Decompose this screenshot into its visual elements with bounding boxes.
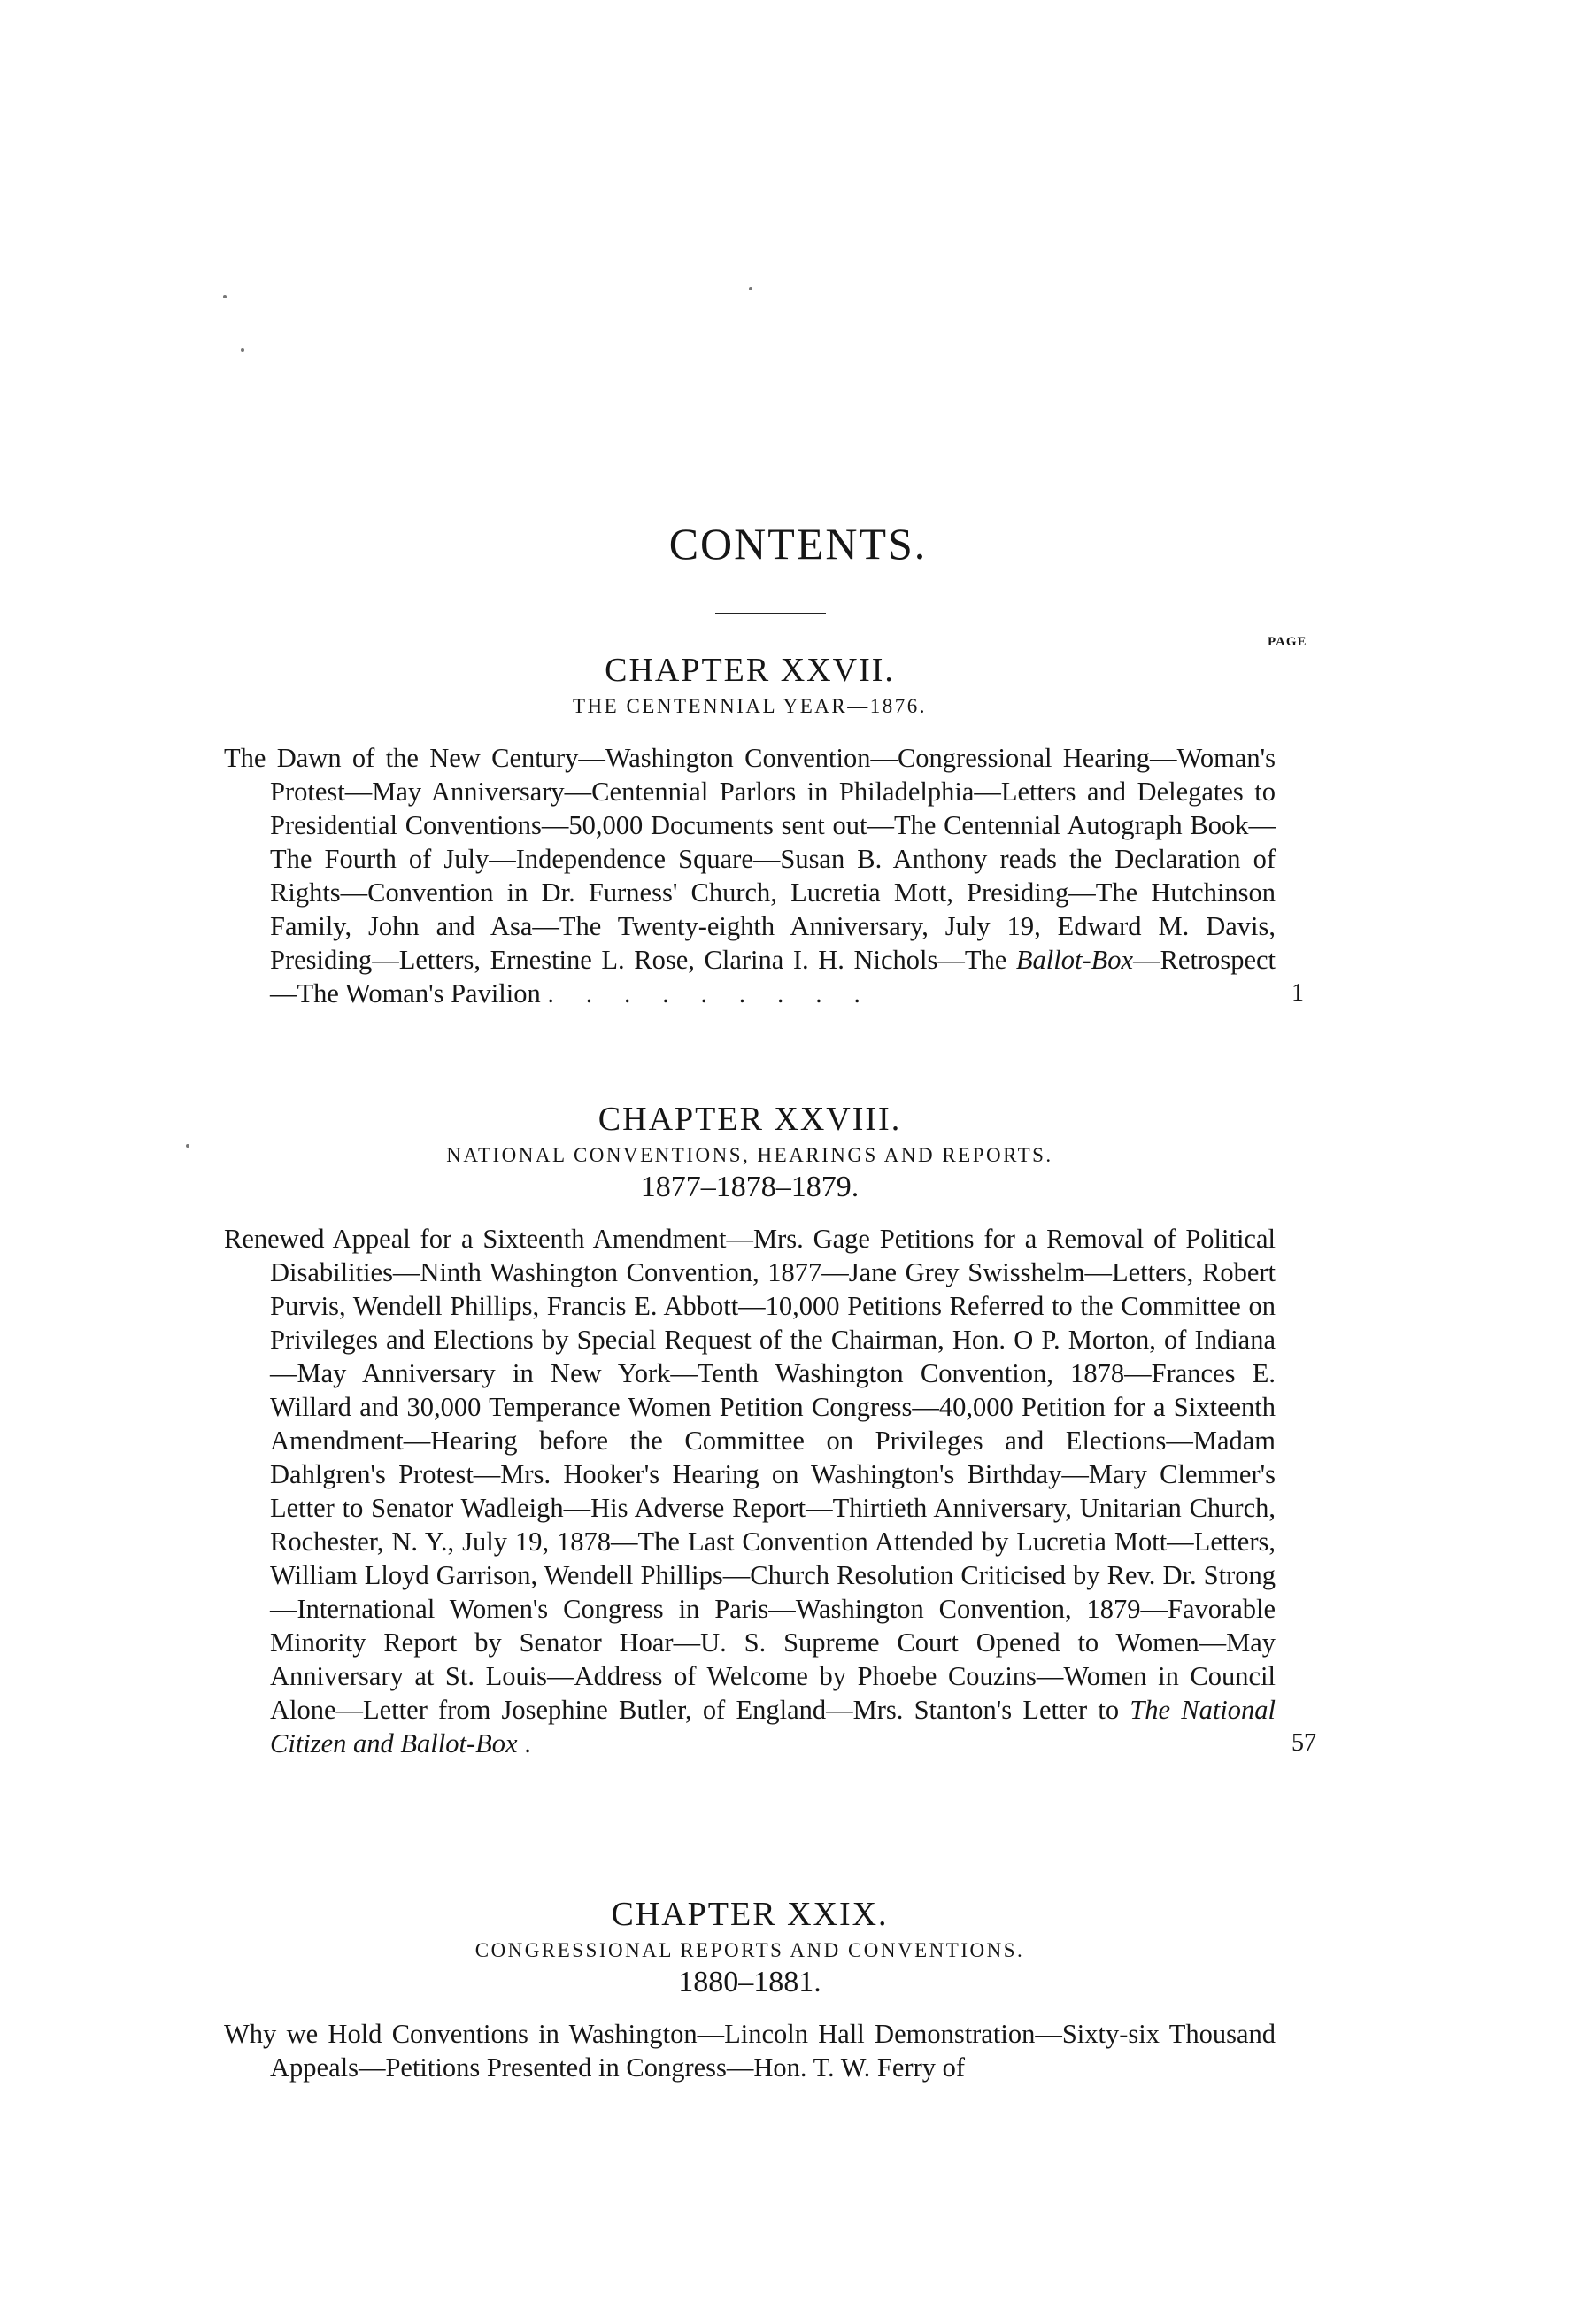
- chapter-years: 1880–1881.: [678, 1966, 821, 1998]
- chapter-subtitle: THE CENTENNIAL YEAR—1876.: [573, 695, 927, 717]
- title-rule: [715, 613, 826, 614]
- summary-text-end: —Retrospect—The Woman's Pavilion: [270, 945, 1276, 1009]
- summary-text: Renewed Appeal for a Sixteenth Amendment—Mrs. Gage Petitions for a Removal of Political Disabilities—Ninth Washington Convention, 1877—Jane Grey Swisshelm—Letters, Robert Purvis, Wendell Phillips, Francis E. Abbott—10,000 Petitions Referred to the Committee on Privileges and Elections by Special Request of the Chairman, Hon. O P. Morton, of Indiana—May Anniversary in New York—Tenth Washington Convention, 1878—Frances E. Willard and 30,000 Temperance Women Petition Congress—40,000 Petition for a Sixteenth Amendment—Hearing before the Committee on Privileges and Elections—Madam Dahlgren's Protest—Mrs. Hooker's Hearing on Washington's Birthday—Mary Clemmer's Letter to Senator Wadleigh—His Adverse Report—Thirtieth Anniversary, Unitarian Church, Rochester, N. Y., July 19, 1878—The Last Convention Attended by Lucretia Mott—Letters, William Lloyd Garrison, Wendell Phillips—Church Resolution Criticised by Rev. Dr. Strong—International Women's Congress in Paris—Washington Convention, 1879—Favorable Minority Report by Senator Hoar—U. S. Supreme Court Opened to Women—May Anniversary at St. Louis—Address of Welcome by Phoebe Couzins—Women in Council Alone—Letter from Josephine Butler, of England—Mrs. Stanton's Letter to: [224, 1224, 1276, 1725]
- chapter-xxix: [224, 1895, 1276, 2084]
- chapter-title: CHAPTER XXIX.: [611, 1896, 889, 1933]
- scan-speck: [241, 348, 244, 352]
- chapter-subtitle: CONGRESSIONAL REPORTS AND CONVENTIONS.: [474, 1939, 1025, 1961]
- chapter-subtitle: NATIONAL CONVENTIONS, HEARINGS AND REPORTS.: [446, 1144, 1053, 1166]
- chapter-years: 1877–1878–1879.: [640, 1171, 860, 1203]
- scan-speck: [223, 295, 227, 298]
- contents-title: CONTENTS.: [668, 519, 928, 568]
- scan-speck: [749, 287, 752, 290]
- scan-speck: [186, 1144, 189, 1148]
- page-column-header: PAGE: [1268, 635, 1307, 649]
- summary-italic: Ballot-Box: [1015, 945, 1134, 975]
- leader-dots: .: [524, 1728, 544, 1758]
- chapter-title: CHAPTER XXVII.: [605, 652, 895, 689]
- summary-text: Why we Hold Conventions in Washington—Lincoln Hall Demonstration—Sixty-six Thousand Appeals—Petitions Presented in Congress—Hon. T. W. Ferry of: [224, 2019, 1276, 2083]
- chapter-summary: [224, 2017, 1276, 2084]
- chapter-xxvii: [224, 651, 1304, 1010]
- summary-italic: The National Citizen and Ballot-Box: [270, 1695, 1276, 1758]
- leader-dots: . . . . . . . . .: [547, 978, 874, 1009]
- chapter-title: CHAPTER XXVIII.: [598, 1101, 902, 1138]
- summary-text: The Dawn of the New Century—Washington Convention—Congressional Hearing—Woman's Protest—May Anniversary—Centennial Parlors in Philadelphia—Letters and Delegates to Presidential Conventions—50,000 Documents sent out—The Centennial Autograph Book—The Fourth of July—Independence Square—Susan B. Anthony reads the Declaration of Rights—Convention in Dr. Furness' Church, Lucretia Mott, Presiding—The Hutchinson Family, John and Asa—The Twenty-eighth Anniversary, July 19, Edward M. Davis, Presiding—Letters, Ernestine L. Rose, Clarina I. H. Nichols—The: [224, 743, 1276, 975]
- chapter-summary: Renewed Appeal for a Sixteenth Amendment—Mrs. Gage Petitions for a Removal of Political Disabilities—Ninth Washington Convention, 1877—Jane Grey Swisshelm—Letters, Robert Purvis, Wendell Phillips, Francis E. Abbott—10,000 Petitions Referred to the Committee on Privileges and Elections by Special Request of the Chairman, Hon. O P. Morton, of Indiana—May Anniversary in New York—Tenth Washington Convention, 1878—Frances E. Willard and 30,000 Temperance Women Petition Congress—40,000 Petition for a Sixteenth Amendment—Hearing before the Committee on Privileges and Elections—Madam Dahlgren's Protest—Mrs. Hooker's Hearing on Washington's Birthday—Mary Clemmer's Letter to Senator Wadleigh—His Adverse Report—Thirtieth Anniversary, Unitarian Church, Rochester, N. Y., July 19, 1878—The Last Convention Attended by Lucretia Mott—Letters, William Lloyd Garrison, Wendell Phillips—Church Resolution Criticised by Rev. Dr. Strong—International Women's Congress in Paris—Washington Convention, 1879—Favorable Minority Report by Senator Hoar—U. S. Supreme Court Opened to Women—May Anniversary at St. Louis—Address of Welcome by Phoebe Couzins—Women in Council Alone—Letter from Josephine Butler, of England—Mrs. Stanton's Letter to The National Citizen and Ballot-Box . 57: [224, 1224, 1316, 1758]
- chapter-xxviii: [224, 1100, 1316, 1760]
- chapter-summary: The Dawn of the New Century—Washington Convention—Congressional Hearing—Woman's Protest—May Anniversary—Centennial Parlors in Philadelphia—Letters and Delegates to Presidential Conventions—50,000 Documents sent out—The Centennial Autograph Book—The Fourth of July—Independence Square—Susan B. Anthony reads the Declaration of Rights—Convention in Dr. Furness' Church, Lucretia Mott, Presiding—The Hutchinson Family, John and Asa—The Twenty-eighth Anniversary, July 19, Edward M. Davis, Presiding—Letters, Ernestine L. Rose, Clarina I. H. Nichols—The Ballot-Box—Retrospect—The Woman's Pavilion . . . . . . . . . 1: [224, 743, 1304, 1009]
